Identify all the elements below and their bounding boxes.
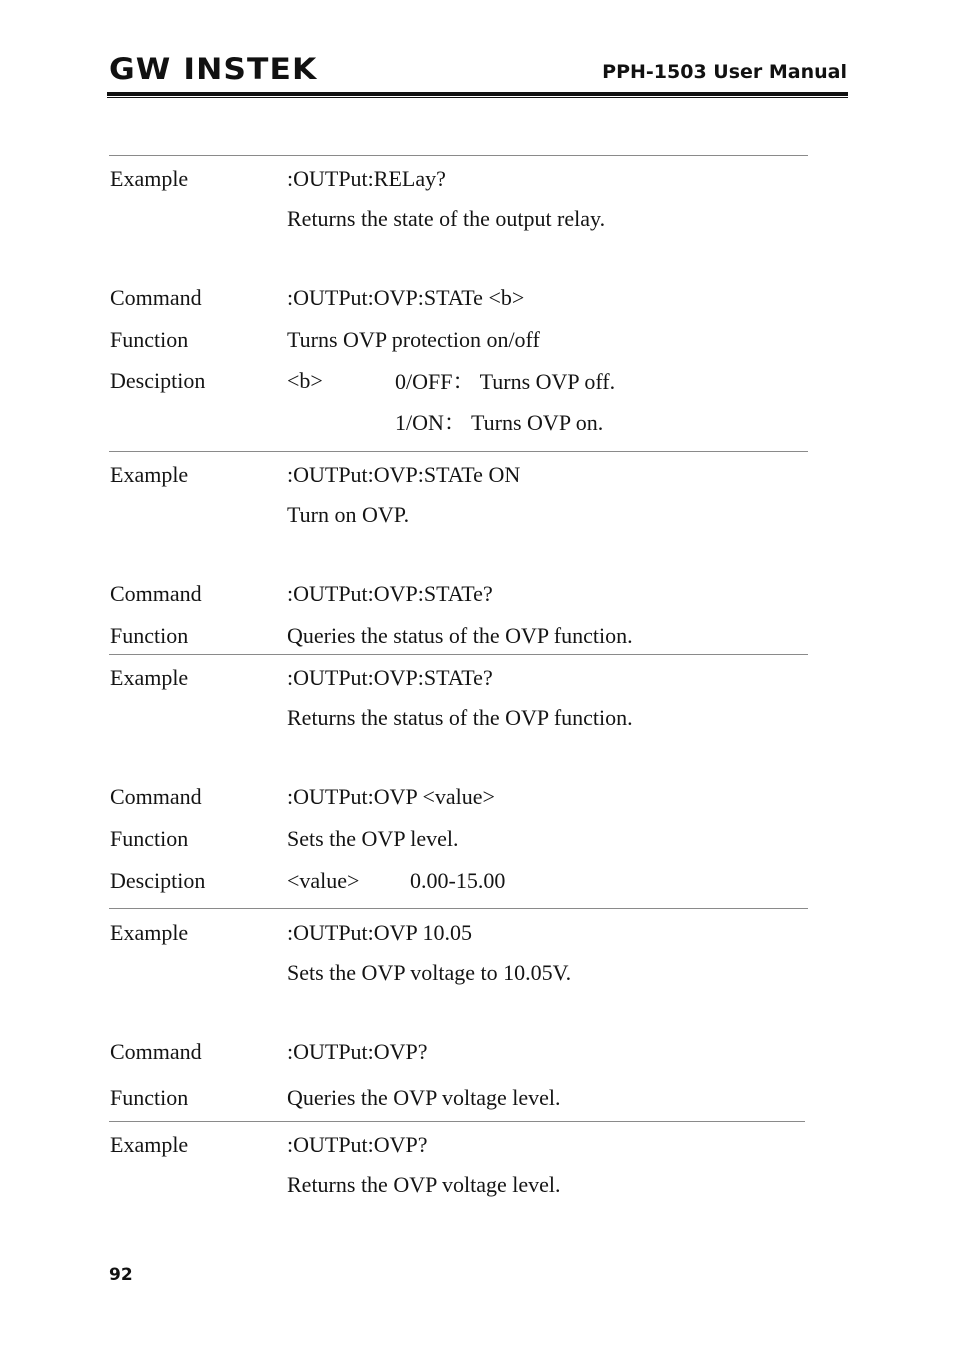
row-label-example: Example <box>110 1132 189 1157</box>
row-label-function: Function <box>110 327 189 352</box>
parameter-option: 0/OFF： Turns OVP off. <box>395 369 616 394</box>
row-label-example: Example <box>110 920 189 945</box>
example-description: Returns the status of the OVP function. <box>287 705 633 730</box>
section-divider <box>109 155 808 156</box>
example-command: :OUTPut:OVP? <box>287 1132 428 1157</box>
example-description: Sets the OVP voltage to 10.05V. <box>287 960 572 985</box>
row-label-function: Function <box>110 826 189 851</box>
row-label-example: Example <box>110 665 189 690</box>
example-description: Returns the OVP voltage level. <box>287 1172 561 1197</box>
row-label-command: Command <box>110 784 202 809</box>
section-divider <box>109 451 808 452</box>
row-label-description: Desciption <box>110 368 206 393</box>
parameter-name: <b> <box>287 368 323 393</box>
section-divider <box>109 654 808 655</box>
row-label-example: Example <box>110 462 189 487</box>
example-command: :OUTPut:OVP:STATe? <box>287 665 493 690</box>
manual-title: PPH-1503 User Manual <box>602 61 847 83</box>
row-label-function: Function <box>110 1085 189 1110</box>
function-text: Sets the OVP level. <box>287 826 459 851</box>
example-command: :OUTPut:OVP:STATe ON <box>287 462 521 487</box>
page-number: 92 <box>109 1265 133 1285</box>
command-syntax: :OUTPut:OVP? <box>287 1039 428 1064</box>
row-label-description: Desciption <box>110 868 206 893</box>
header-rule-thick <box>107 92 848 96</box>
section-divider <box>109 1121 805 1122</box>
example-description: Returns the state of the output relay. <box>287 206 606 231</box>
row-label-function: Function <box>110 623 189 648</box>
function-text: Queries the OVP voltage level. <box>287 1085 561 1110</box>
row-label-command: Command <box>110 285 202 310</box>
function-text: Queries the status of the OVP function. <box>287 623 633 648</box>
brand-logo: GW INSTEK <box>109 52 318 86</box>
example-command: :OUTPut:RELay? <box>287 166 446 191</box>
command-syntax: :OUTPut:OVP:STATe <b> <box>287 285 525 310</box>
parameter-option: 1/ON： Turns OVP on. <box>395 410 604 435</box>
example-command: :OUTPut:OVP 10.05 <box>287 920 472 945</box>
parameter-range: 0.00-15.00 <box>410 868 506 893</box>
row-label-example: Example <box>110 166 189 191</box>
example-description: Turn on OVP. <box>287 502 410 527</box>
row-label-command: Command <box>110 581 202 606</box>
command-syntax: :OUTPut:OVP <value> <box>287 784 495 809</box>
function-text: Turns OVP protection on/off <box>287 327 540 352</box>
section-divider <box>109 908 808 909</box>
parameter-name: <value> <box>287 868 360 893</box>
row-label-command: Command <box>110 1039 202 1064</box>
header-rule-thin <box>107 97 848 98</box>
command-syntax: :OUTPut:OVP:STATe? <box>287 581 493 606</box>
